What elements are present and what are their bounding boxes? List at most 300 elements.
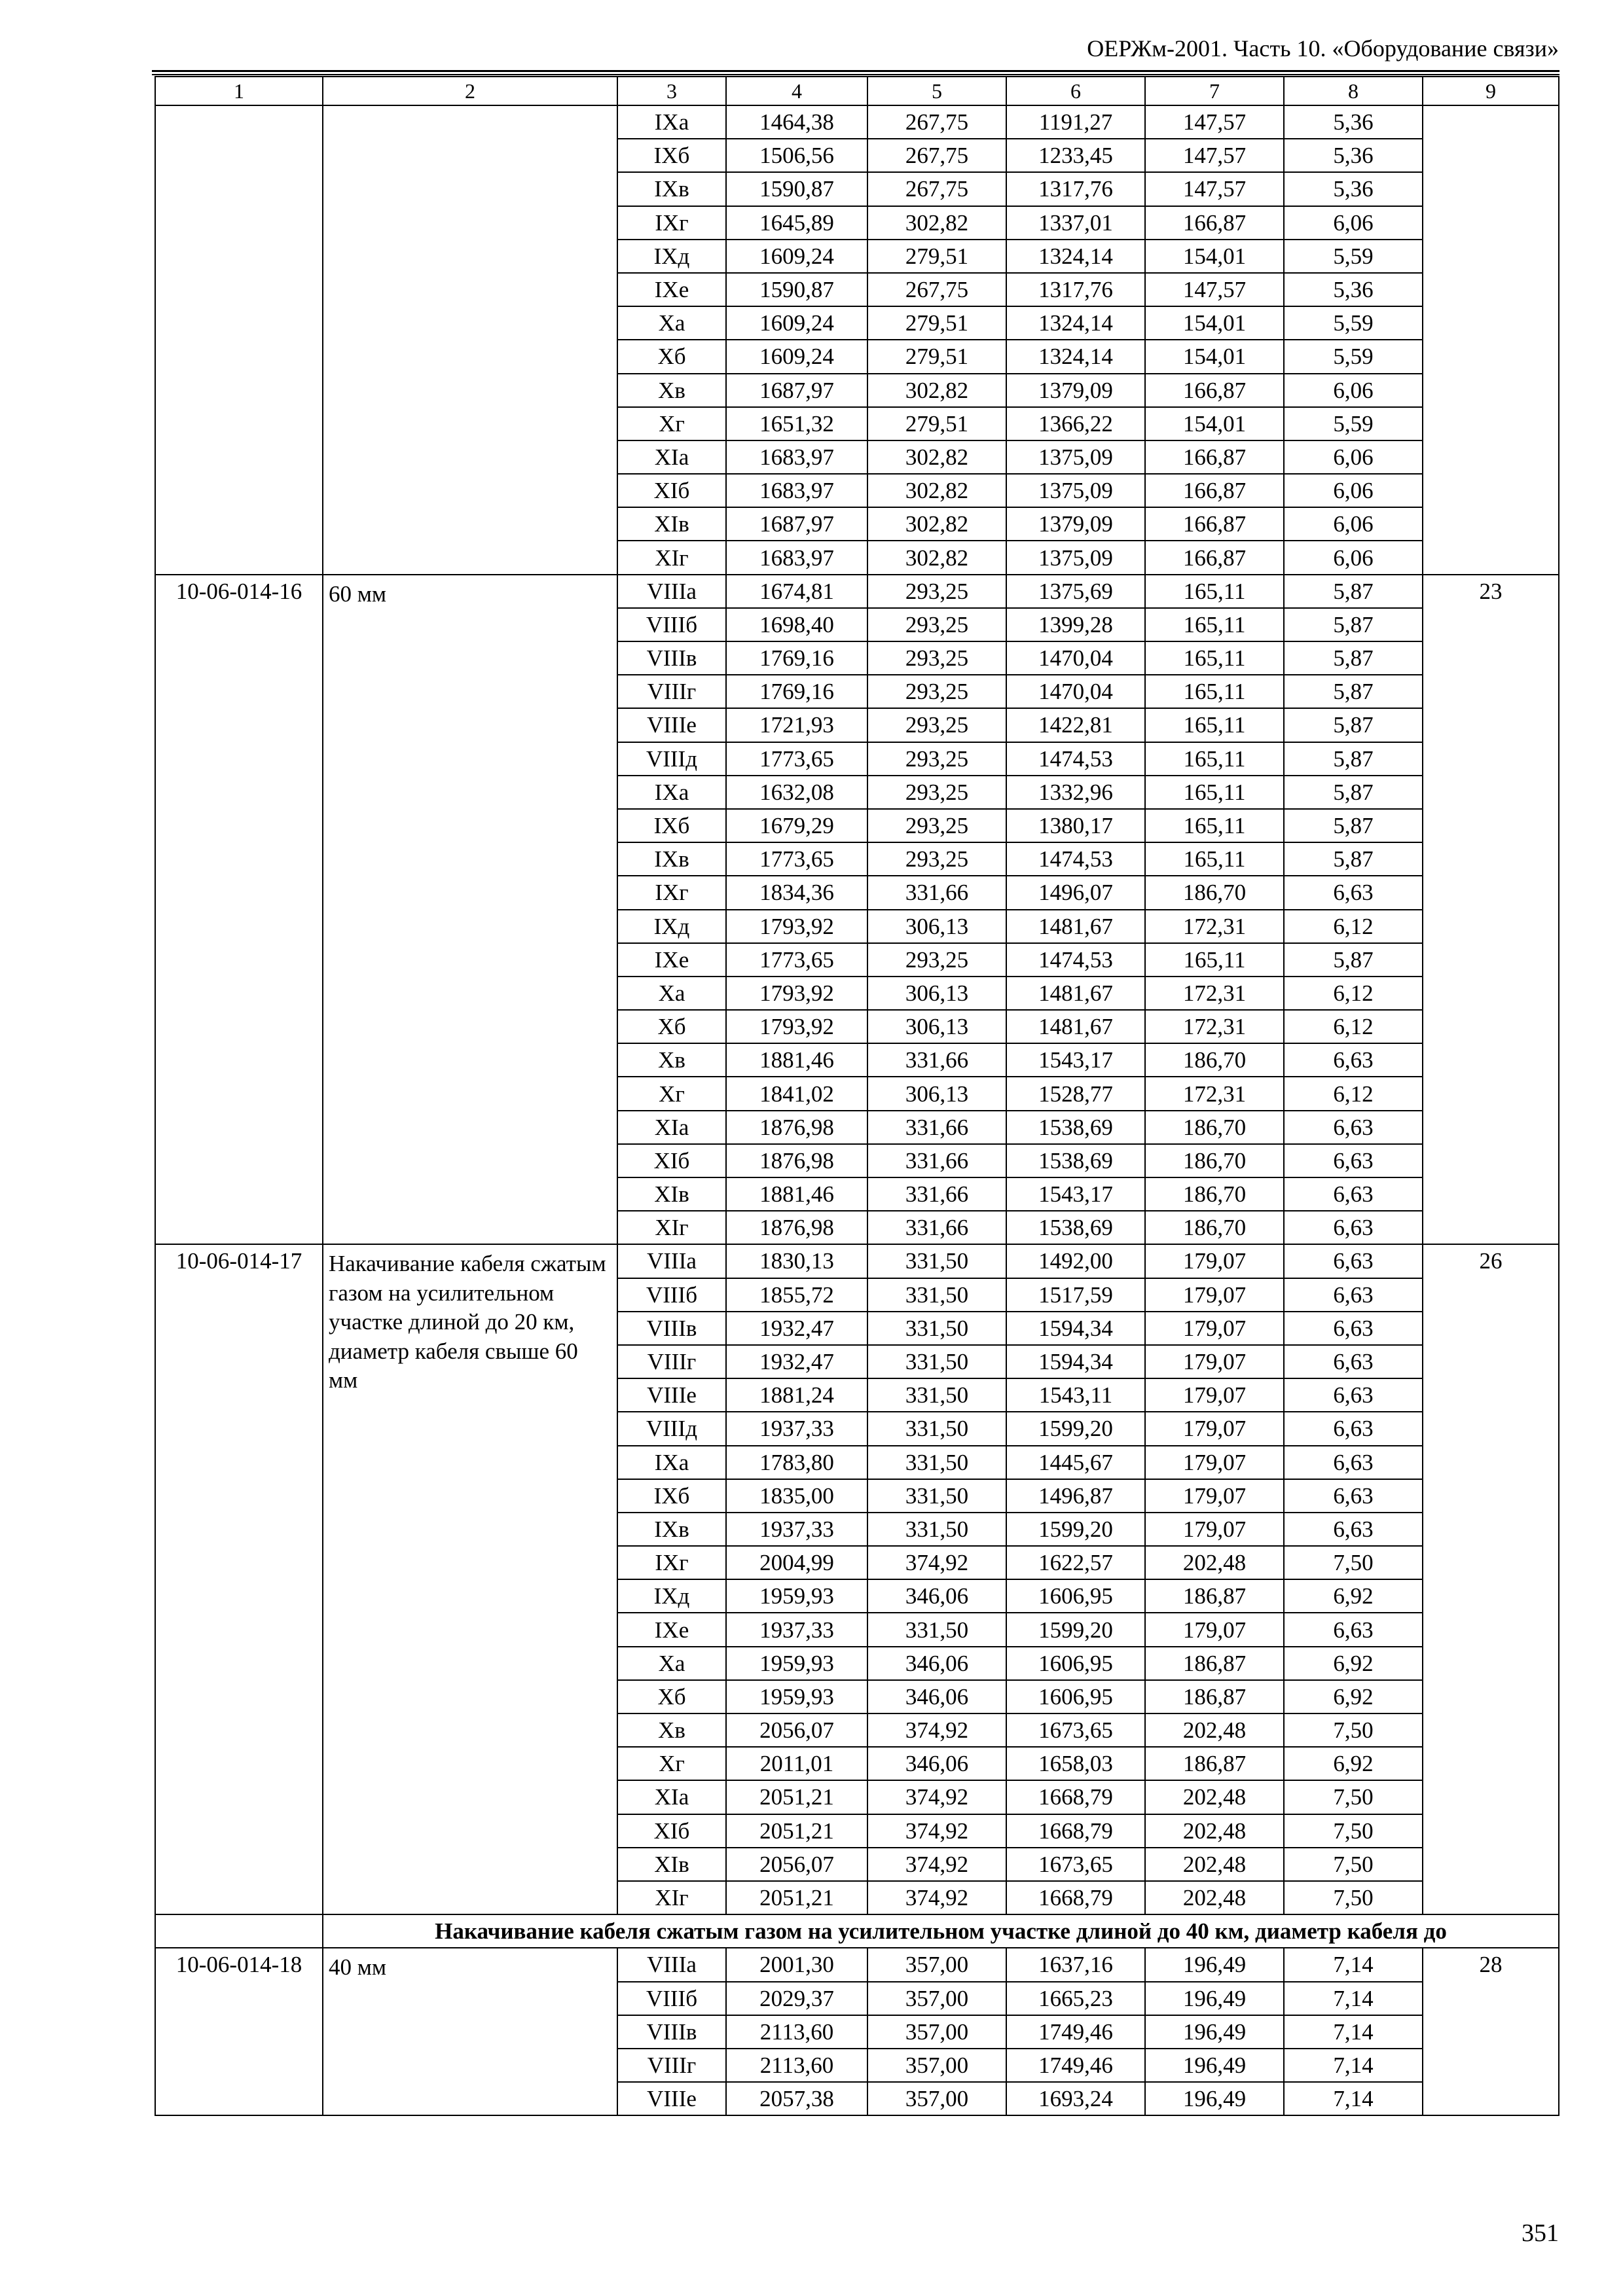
machines-cell: 1399,28: [1006, 608, 1145, 641]
labor-cell: 6,12: [1284, 1010, 1423, 1043]
machines-cell: 1538,69: [1006, 1211, 1145, 1244]
labor-cell: 6,63: [1284, 1479, 1423, 1513]
machines-cell: 1538,69: [1006, 1111, 1145, 1144]
zone-cell: IXб: [617, 139, 726, 172]
labor-cell: 6,63: [1284, 1211, 1423, 1244]
wages-cell: 306,13: [867, 977, 1006, 1010]
group-cell: 28: [1423, 1948, 1559, 2115]
machines-cell: 1233,45: [1006, 139, 1145, 172]
labor-cell: 6,63: [1284, 1412, 1423, 1445]
machinist-wages-cell: 179,07: [1145, 1446, 1284, 1479]
labor-cell: 6,63: [1284, 1278, 1423, 1312]
column-number-row: [155, 77, 1559, 105]
zone-cell: IXе: [617, 943, 726, 977]
wages-cell: 302,82: [867, 374, 1006, 407]
machines-cell: 1543,17: [1006, 1177, 1145, 1211]
wages-cell: 267,75: [867, 105, 1006, 139]
wages-cell: 331,50: [867, 1278, 1006, 1312]
machinist-wages-cell: 179,07: [1145, 1513, 1284, 1546]
machinist-wages-cell: 186,70: [1145, 1043, 1284, 1077]
total-cost-cell: 2056,07: [726, 1713, 867, 1747]
zone-cell: XIг: [617, 1881, 726, 1914]
machines-cell: 1749,46: [1006, 2049, 1145, 2082]
machinist-wages-cell: 154,01: [1145, 407, 1284, 440]
machinist-wages-cell: 202,48: [1145, 1713, 1284, 1747]
zone-cell: VIIIв: [617, 2015, 726, 2049]
zone-cell: Xг: [617, 1077, 726, 1110]
wages-cell: 267,75: [867, 172, 1006, 206]
labor-cell: 5,36: [1284, 105, 1423, 139]
zone-cell: IXа: [617, 105, 726, 139]
wages-cell: 279,51: [867, 407, 1006, 440]
group-cell: [1423, 105, 1559, 575]
zone-cell: VIIIв: [617, 641, 726, 675]
labor-cell: 7,50: [1284, 1814, 1423, 1848]
wages-cell: 346,06: [867, 1579, 1006, 1613]
machines-cell: 1332,96: [1006, 776, 1145, 809]
wages-cell: 293,25: [867, 842, 1006, 876]
labor-cell: 6,92: [1284, 1647, 1423, 1680]
wages-cell: 279,51: [867, 340, 1006, 373]
rate-code-cell: 10-06-014-18: [155, 1948, 323, 2115]
wages-cell: 302,82: [867, 474, 1006, 507]
labor-cell: 5,36: [1284, 139, 1423, 172]
header-rule: [152, 70, 1559, 72]
zone-cell: Xв: [617, 374, 726, 407]
wages-cell: 331,66: [867, 1177, 1006, 1211]
column-number: 3: [617, 77, 726, 105]
machines-cell: 1665,23: [1006, 1982, 1145, 2015]
zone-cell: XIа: [617, 1780, 726, 1814]
machinist-wages-cell: 166,87: [1145, 440, 1284, 474]
machinist-wages-cell: 165,11: [1145, 776, 1284, 809]
machinist-wages-cell: 172,31: [1145, 1010, 1284, 1043]
machinist-wages-cell: 202,48: [1145, 1814, 1284, 1848]
labor-cell: 6,63: [1284, 876, 1423, 909]
wages-cell: 346,06: [867, 1647, 1006, 1680]
machines-cell: 1481,67: [1006, 910, 1145, 943]
wages-cell: 346,06: [867, 1680, 1006, 1713]
wages-cell: 293,25: [867, 641, 1006, 675]
machinist-wages-cell: 186,87: [1145, 1579, 1284, 1613]
labor-cell: 6,63: [1284, 1244, 1423, 1278]
zone-cell: IXб: [617, 1479, 726, 1513]
wages-cell: 293,25: [867, 943, 1006, 977]
labor-cell: 7,50: [1284, 1848, 1423, 1881]
labor-cell: 6,63: [1284, 1111, 1423, 1144]
section-title: Накачивание кабеля сжатым газом на усилительном участке длиной до 40 км, диаметр кабеля до: [323, 1914, 1559, 1948]
labor-cell: 6,06: [1284, 541, 1423, 574]
machinist-wages-cell: 179,07: [1145, 1244, 1284, 1278]
machinist-wages-cell: 154,01: [1145, 240, 1284, 273]
wages-cell: 293,25: [867, 575, 1006, 608]
column-number: 8: [1284, 77, 1423, 105]
wages-cell: 302,82: [867, 440, 1006, 474]
machinist-wages-cell: 186,87: [1145, 1747, 1284, 1780]
total-cost-cell: 2051,21: [726, 1780, 867, 1814]
machines-cell: 1668,79: [1006, 1814, 1145, 1848]
group-cell: 26: [1423, 1244, 1559, 1914]
wages-cell: 331,66: [867, 1144, 1006, 1177]
total-cost-cell: 1687,97: [726, 374, 867, 407]
wages-cell: 374,92: [867, 1814, 1006, 1848]
total-cost-cell: 1959,93: [726, 1579, 867, 1613]
zone-cell: VIIIг: [617, 2049, 726, 2082]
labor-cell: 5,36: [1284, 273, 1423, 306]
machinist-wages-cell: 165,11: [1145, 943, 1284, 977]
wages-cell: 306,13: [867, 910, 1006, 943]
labor-cell: 6,06: [1284, 374, 1423, 407]
group-cell: 23: [1423, 575, 1559, 1245]
machines-cell: 1324,14: [1006, 240, 1145, 273]
total-cost-cell: 2001,30: [726, 1948, 867, 1981]
zone-cell: Xг: [617, 407, 726, 440]
total-cost-cell: 1937,33: [726, 1513, 867, 1546]
machinist-wages-cell: 186,70: [1145, 1211, 1284, 1244]
machinist-wages-cell: 179,07: [1145, 1278, 1284, 1312]
zone-cell: IXб: [617, 809, 726, 842]
machinist-wages-cell: 179,07: [1145, 1412, 1284, 1445]
total-cost-cell: 1793,92: [726, 1010, 867, 1043]
total-cost-cell: 2029,37: [726, 1982, 867, 2015]
machinist-wages-cell: 166,87: [1145, 374, 1284, 407]
section-code-cell: [155, 1914, 323, 1948]
wages-cell: 331,50: [867, 1412, 1006, 1445]
zone-cell: VIIIд: [617, 1412, 726, 1445]
table-row: [155, 1948, 1559, 1981]
total-cost-cell: 1632,08: [726, 776, 867, 809]
wages-cell: 306,13: [867, 1077, 1006, 1110]
zone-cell: XIа: [617, 1111, 726, 1144]
wages-cell: 293,25: [867, 708, 1006, 742]
zone-cell: VIIIе: [617, 2082, 726, 2115]
labor-cell: 6,63: [1284, 1378, 1423, 1412]
machinist-wages-cell: 186,87: [1145, 1680, 1284, 1713]
rates-table: [155, 76, 1559, 2116]
wages-cell: 279,51: [867, 240, 1006, 273]
total-cost-cell: 2056,07: [726, 1848, 867, 1881]
labor-cell: 7,14: [1284, 1948, 1423, 1981]
wages-cell: 302,82: [867, 541, 1006, 574]
wages-cell: 357,00: [867, 1982, 1006, 2015]
machinist-wages-cell: 186,70: [1145, 876, 1284, 909]
column-number: 1: [155, 77, 323, 105]
machinist-wages-cell: 166,87: [1145, 474, 1284, 507]
machines-cell: 1324,14: [1006, 340, 1145, 373]
wages-cell: 374,92: [867, 1546, 1006, 1579]
total-cost-cell: 1590,87: [726, 273, 867, 306]
total-cost-cell: 1679,29: [726, 809, 867, 842]
total-cost-cell: 1855,72: [726, 1278, 867, 1312]
total-cost-cell: 2113,60: [726, 2015, 867, 2049]
total-cost-cell: 1959,93: [726, 1680, 867, 1713]
labor-cell: 6,12: [1284, 977, 1423, 1010]
total-cost-cell: 1830,13: [726, 1244, 867, 1278]
page-header-title: ОЕРЖм-2001. Часть 10. «Оборудование связи»: [1087, 35, 1559, 62]
table-row: [155, 575, 1559, 608]
machinist-wages-cell: 165,11: [1145, 641, 1284, 675]
labor-cell: 6,06: [1284, 440, 1423, 474]
machinist-wages-cell: 179,07: [1145, 1312, 1284, 1345]
wages-cell: 331,50: [867, 1345, 1006, 1378]
wages-cell: 331,50: [867, 1446, 1006, 1479]
labor-cell: 6,92: [1284, 1579, 1423, 1613]
labor-cell: 6,63: [1284, 1345, 1423, 1378]
zone-cell: XIб: [617, 474, 726, 507]
machinist-wages-cell: 186,70: [1145, 1144, 1284, 1177]
machinist-wages-cell: 165,11: [1145, 708, 1284, 742]
wages-cell: 374,92: [867, 1848, 1006, 1881]
zone-cell: VIIIа: [617, 1244, 726, 1278]
machines-cell: 1517,59: [1006, 1278, 1145, 1312]
machinist-wages-cell: 165,11: [1145, 809, 1284, 842]
wages-cell: 374,92: [867, 1713, 1006, 1747]
wages-cell: 293,25: [867, 776, 1006, 809]
labor-cell: 6,12: [1284, 910, 1423, 943]
machinist-wages-cell: 202,48: [1145, 1780, 1284, 1814]
zone-cell: VIIIа: [617, 575, 726, 608]
total-cost-cell: 1937,33: [726, 1412, 867, 1445]
total-cost-cell: 1609,24: [726, 306, 867, 340]
zone-cell: VIIIе: [617, 1378, 726, 1412]
labor-cell: 6,63: [1284, 1144, 1423, 1177]
total-cost-cell: 1876,98: [726, 1144, 867, 1177]
machines-cell: 1599,20: [1006, 1613, 1145, 1646]
machines-cell: 1492,00: [1006, 1244, 1145, 1278]
labor-cell: 6,63: [1284, 1446, 1423, 1479]
machinist-wages-cell: 186,70: [1145, 1177, 1284, 1211]
labor-cell: 5,87: [1284, 641, 1423, 675]
labor-cell: 5,87: [1284, 675, 1423, 708]
machines-cell: 1379,09: [1006, 507, 1145, 541]
total-cost-cell: 1609,24: [726, 240, 867, 273]
total-cost-cell: 1959,93: [726, 1647, 867, 1680]
total-cost-cell: 1645,89: [726, 206, 867, 240]
machines-cell: 1481,67: [1006, 977, 1145, 1010]
total-cost-cell: 1464,38: [726, 105, 867, 139]
zone-cell: Xв: [617, 1043, 726, 1077]
machines-cell: 1324,14: [1006, 306, 1145, 340]
rate-code-cell: 10-06-014-16: [155, 575, 323, 1245]
total-cost-cell: 1783,80: [726, 1446, 867, 1479]
labor-cell: 6,63: [1284, 1177, 1423, 1211]
table-row: [155, 1244, 1559, 1278]
zone-cell: IXе: [617, 273, 726, 306]
zone-cell: XIб: [617, 1144, 726, 1177]
total-cost-cell: 1835,00: [726, 1479, 867, 1513]
zone-cell: IXа: [617, 776, 726, 809]
total-cost-cell: 1683,97: [726, 474, 867, 507]
zone-cell: XIв: [617, 1177, 726, 1211]
total-cost-cell: 1881,46: [726, 1043, 867, 1077]
machines-cell: 1543,11: [1006, 1378, 1145, 1412]
wages-cell: 331,50: [867, 1479, 1006, 1513]
machines-cell: 1673,65: [1006, 1848, 1145, 1881]
machinist-wages-cell: 166,87: [1145, 206, 1284, 240]
zone-cell: XIв: [617, 507, 726, 541]
zone-cell: IXг: [617, 206, 726, 240]
machines-cell: 1528,77: [1006, 1077, 1145, 1110]
machines-cell: 1543,17: [1006, 1043, 1145, 1077]
machinist-wages-cell: 186,87: [1145, 1647, 1284, 1680]
labor-cell: 6,12: [1284, 1077, 1423, 1110]
wages-cell: 306,13: [867, 1010, 1006, 1043]
labor-cell: 6,92: [1284, 1680, 1423, 1713]
total-cost-cell: 1683,97: [726, 440, 867, 474]
total-cost-cell: 1769,16: [726, 675, 867, 708]
machines-cell: 1422,81: [1006, 708, 1145, 742]
rate-name-cell: 60 мм: [323, 575, 617, 1245]
zone-cell: Xа: [617, 1647, 726, 1680]
machines-cell: 1668,79: [1006, 1780, 1145, 1814]
zone-cell: IXг: [617, 876, 726, 909]
wages-cell: 346,06: [867, 1747, 1006, 1780]
zone-cell: VIIIб: [617, 608, 726, 641]
total-cost-cell: 1506,56: [726, 139, 867, 172]
machines-cell: 1470,04: [1006, 675, 1145, 708]
machinist-wages-cell: 186,70: [1145, 1111, 1284, 1144]
machines-cell: 1599,20: [1006, 1513, 1145, 1546]
labor-cell: 7,14: [1284, 2082, 1423, 2115]
zone-cell: IXд: [617, 1579, 726, 1613]
machines-cell: 1375,09: [1006, 440, 1145, 474]
labor-cell: 5,59: [1284, 407, 1423, 440]
machinist-wages-cell: 179,07: [1145, 1479, 1284, 1513]
machines-cell: 1317,76: [1006, 273, 1145, 306]
zone-cell: IXв: [617, 172, 726, 206]
total-cost-cell: 2051,21: [726, 1881, 867, 1914]
machinist-wages-cell: 196,49: [1145, 1982, 1284, 2015]
machinist-wages-cell: 165,11: [1145, 675, 1284, 708]
wages-cell: 293,25: [867, 608, 1006, 641]
zone-cell: IXд: [617, 910, 726, 943]
total-cost-cell: 1683,97: [726, 541, 867, 574]
machines-cell: 1375,09: [1006, 541, 1145, 574]
wages-cell: 302,82: [867, 206, 1006, 240]
machinist-wages-cell: 202,48: [1145, 1546, 1284, 1579]
machines-cell: 1337,01: [1006, 206, 1145, 240]
machinist-wages-cell: 202,48: [1145, 1848, 1284, 1881]
total-cost-cell: 1674,81: [726, 575, 867, 608]
total-cost-cell: 1881,24: [726, 1378, 867, 1412]
machines-cell: 1594,34: [1006, 1345, 1145, 1378]
labor-cell: 5,87: [1284, 943, 1423, 977]
column-number: 7: [1145, 77, 1284, 105]
labor-cell: 6,63: [1284, 1043, 1423, 1077]
labor-cell: 6,63: [1284, 1513, 1423, 1546]
rates-table-body: [155, 77, 1559, 2115]
rate-code-cell: 10-06-014-17: [155, 1244, 323, 1914]
labor-cell: 5,87: [1284, 742, 1423, 776]
wages-cell: 357,00: [867, 2082, 1006, 2115]
total-cost-cell: 1769,16: [726, 641, 867, 675]
zone-cell: VIIIв: [617, 1312, 726, 1345]
labor-cell: 5,36: [1284, 172, 1423, 206]
machinist-wages-cell: 147,57: [1145, 172, 1284, 206]
machines-cell: 1375,09: [1006, 474, 1145, 507]
total-cost-cell: 1721,93: [726, 708, 867, 742]
machinist-wages-cell: 154,01: [1145, 306, 1284, 340]
wages-cell: 331,50: [867, 1613, 1006, 1646]
rate-name-cell: 40 мм: [323, 1948, 617, 2115]
machines-cell: 1538,69: [1006, 1144, 1145, 1177]
total-cost-cell: 1793,92: [726, 910, 867, 943]
machines-cell: 1668,79: [1006, 1881, 1145, 1914]
zone-cell: VIIIб: [617, 1278, 726, 1312]
rate-name-cell: [323, 105, 617, 575]
wages-cell: 331,66: [867, 1211, 1006, 1244]
labor-cell: 5,59: [1284, 240, 1423, 273]
labor-cell: 5,59: [1284, 306, 1423, 340]
wages-cell: 374,92: [867, 1881, 1006, 1914]
labor-cell: 7,50: [1284, 1713, 1423, 1747]
labor-cell: 5,87: [1284, 575, 1423, 608]
zone-cell: Xг: [617, 1747, 726, 1780]
total-cost-cell: 1834,36: [726, 876, 867, 909]
rate-code-cell: [155, 105, 323, 575]
total-cost-cell: 2004,99: [726, 1546, 867, 1579]
header-rule-thin: [152, 74, 1559, 75]
labor-cell: 5,87: [1284, 842, 1423, 876]
labor-cell: 6,63: [1284, 1312, 1423, 1345]
labor-cell: 6,63: [1284, 1613, 1423, 1646]
zone-cell: VIIIе: [617, 708, 726, 742]
wages-cell: 357,00: [867, 2049, 1006, 2082]
total-cost-cell: 2057,38: [726, 2082, 867, 2115]
machinist-wages-cell: 172,31: [1145, 977, 1284, 1010]
zone-cell: VIIIг: [617, 675, 726, 708]
labor-cell: 5,59: [1284, 340, 1423, 373]
column-number: 9: [1423, 77, 1559, 105]
machines-cell: 1749,46: [1006, 2015, 1145, 2049]
total-cost-cell: 1932,47: [726, 1312, 867, 1345]
machinist-wages-cell: 202,48: [1145, 1881, 1284, 1914]
wages-cell: 331,66: [867, 876, 1006, 909]
machines-cell: 1622,57: [1006, 1546, 1145, 1579]
machinist-wages-cell: 165,11: [1145, 842, 1284, 876]
zone-cell: VIIIб: [617, 1982, 726, 2015]
total-cost-cell: 1687,97: [726, 507, 867, 541]
machines-cell: 1191,27: [1006, 105, 1145, 139]
machines-cell: 1599,20: [1006, 1412, 1145, 1445]
machines-cell: 1606,95: [1006, 1579, 1145, 1613]
labor-cell: 5,87: [1284, 708, 1423, 742]
wages-cell: 293,25: [867, 742, 1006, 776]
zone-cell: XIа: [617, 440, 726, 474]
zone-cell: Xв: [617, 1713, 726, 1747]
machines-cell: 1470,04: [1006, 641, 1145, 675]
column-number: 5: [867, 77, 1006, 105]
machinist-wages-cell: 147,57: [1145, 105, 1284, 139]
section-row: [155, 1914, 1559, 1948]
total-cost-cell: 1937,33: [726, 1613, 867, 1646]
zone-cell: Xа: [617, 977, 726, 1010]
machines-cell: 1375,69: [1006, 575, 1145, 608]
machinist-wages-cell: 165,11: [1145, 575, 1284, 608]
machinist-wages-cell: 172,31: [1145, 910, 1284, 943]
machines-cell: 1496,87: [1006, 1479, 1145, 1513]
machines-cell: 1474,53: [1006, 742, 1145, 776]
machines-cell: 1637,16: [1006, 1948, 1145, 1981]
machinist-wages-cell: 179,07: [1145, 1345, 1284, 1378]
labor-cell: 7,50: [1284, 1546, 1423, 1579]
machinist-wages-cell: 166,87: [1145, 541, 1284, 574]
zone-cell: XIг: [617, 1211, 726, 1244]
total-cost-cell: 2011,01: [726, 1747, 867, 1780]
zone-cell: IXг: [617, 1546, 726, 1579]
wages-cell: 279,51: [867, 306, 1006, 340]
machinist-wages-cell: 196,49: [1145, 2049, 1284, 2082]
